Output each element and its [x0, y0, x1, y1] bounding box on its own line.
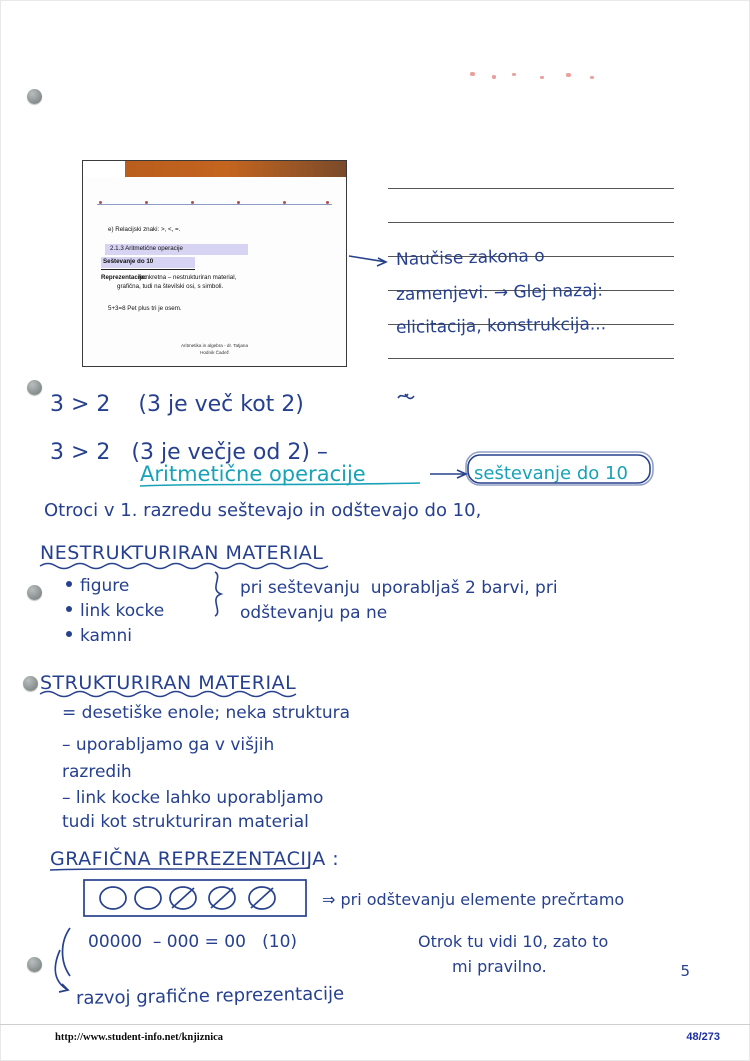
slide-dot — [99, 201, 102, 204]
bullet-kamni: kamni — [80, 626, 133, 646]
handwritten-page-number: 5 — [680, 962, 690, 980]
slide-repr-label: Reprezentacije: — [101, 274, 147, 281]
slide-example: 5+3=8 Pet plus tri je osem. — [108, 305, 182, 312]
binder-hole — [27, 957, 42, 972]
slide-repr-text-2: grafična, tudi na številski osi, s simboli. — [117, 283, 224, 290]
slide-subheading-underline — [101, 269, 195, 270]
handwritten-note-right-1: Naučise zakona o — [395, 246, 545, 270]
note-rule-line — [388, 188, 674, 189]
footer-url[interactable]: http://www.student-info.net/knjiznica — [55, 1032, 224, 1043]
handwritten-note-right-3: elicitacija, konstrukcija... — [395, 314, 607, 338]
graficna-note: ⇒ pri odštevanju elemente prečrtamo — [322, 890, 625, 909]
graficna-note-3: mi pravilno. — [452, 957, 547, 976]
binder-hole — [23, 676, 38, 691]
bullet-link-kocke: link kocke — [80, 601, 165, 621]
bullet-figure: figure — [80, 576, 130, 596]
slide-dot — [145, 201, 148, 204]
red-smudge — [540, 76, 544, 79]
handwritten-line-c: Otroci v 1. razredu seštevajo in odštevajo do 10, — [44, 500, 482, 521]
slide-body — [83, 177, 346, 367]
strukturiran-line-2: – uporabljamo ga v višjih — [62, 735, 275, 755]
slide-bar-left-gap — [83, 161, 125, 177]
graficna-equation: 00000 – 000 = 00 (10) — [88, 932, 298, 952]
slide-dot — [191, 201, 194, 204]
red-smudge — [566, 73, 571, 77]
slide-line-heading: 2.1.3 Aritmetične operacije — [110, 245, 183, 252]
footer-page-indicator: 48/273 — [686, 1031, 720, 1043]
slide-dot — [326, 201, 329, 204]
bottom-handwritten-line: razvoj grafične reprezentacije — [75, 983, 345, 1009]
strukturiran-line-3: razredih — [62, 762, 132, 782]
footer-divider — [0, 1024, 750, 1025]
strukturiran-line-4: – link kocke lahko uporabljamo — [62, 788, 324, 808]
note-rule-line — [388, 358, 674, 359]
brace-note-line-1: pri seštevanju uporabljaš 2 barvi, pri — [240, 578, 558, 598]
red-smudge — [470, 72, 475, 76]
slide-footer-line-1: Aritmetika in algebra - dr. Tatjana — [180, 343, 249, 348]
red-smudge — [492, 75, 496, 79]
slide-footer-line-2: Hodnik Čadež — [200, 350, 229, 355]
binder-hole — [27, 585, 42, 600]
slide-repr-text: konkretna – nestrukturiran material, — [139, 274, 237, 281]
brace-note-line-2: odštevanju pa ne — [240, 603, 388, 623]
slide-divider — [97, 204, 332, 205]
handwritten-boxed-sestevanje: seštevanje do 10 — [474, 463, 628, 484]
printed-slide — [82, 160, 347, 367]
slide-dot — [283, 201, 286, 204]
handwritten-title-aritmeticne: Aritmetične operacije — [140, 462, 366, 486]
binder-hole — [27, 89, 42, 104]
handwritten-line-b: 3 > 2 (3 je večje od 2) – — [50, 440, 328, 465]
strukturiran-line-1: = desetiške enole; neka struktura — [62, 703, 351, 723]
graficna-note-2: Otrok tu vidi 10, zato to — [418, 932, 609, 951]
strukturiran-line-5: tudi kot strukturiran material — [62, 812, 309, 832]
slide-line-relational: e) Relacijski znaki: >, <, =. — [108, 226, 181, 233]
heading-graficna-reprezentacija: GRAFIČNA REPREZENTACIJA : — [50, 848, 340, 870]
heading-nestrukturiran-material: NESTRUKTURIRAN MATERIAL — [40, 542, 324, 564]
red-smudge — [590, 76, 594, 79]
binder-hole — [27, 380, 42, 395]
slide-line-subheading: Seštevanje do 10 — [103, 258, 154, 265]
slide-dot — [237, 201, 240, 204]
handwritten-note-right-2: zamenjevi. → Glej nazaj: — [395, 280, 604, 305]
heading-strukturiran-material: STRUKTURIRAN MATERIAL — [40, 672, 297, 694]
red-smudge — [512, 73, 516, 76]
note-rule-line — [388, 222, 674, 223]
handwritten-line-a: 3 > 2 (3 je več kot 2) — [50, 392, 304, 417]
slide-title-bar — [83, 161, 346, 177]
